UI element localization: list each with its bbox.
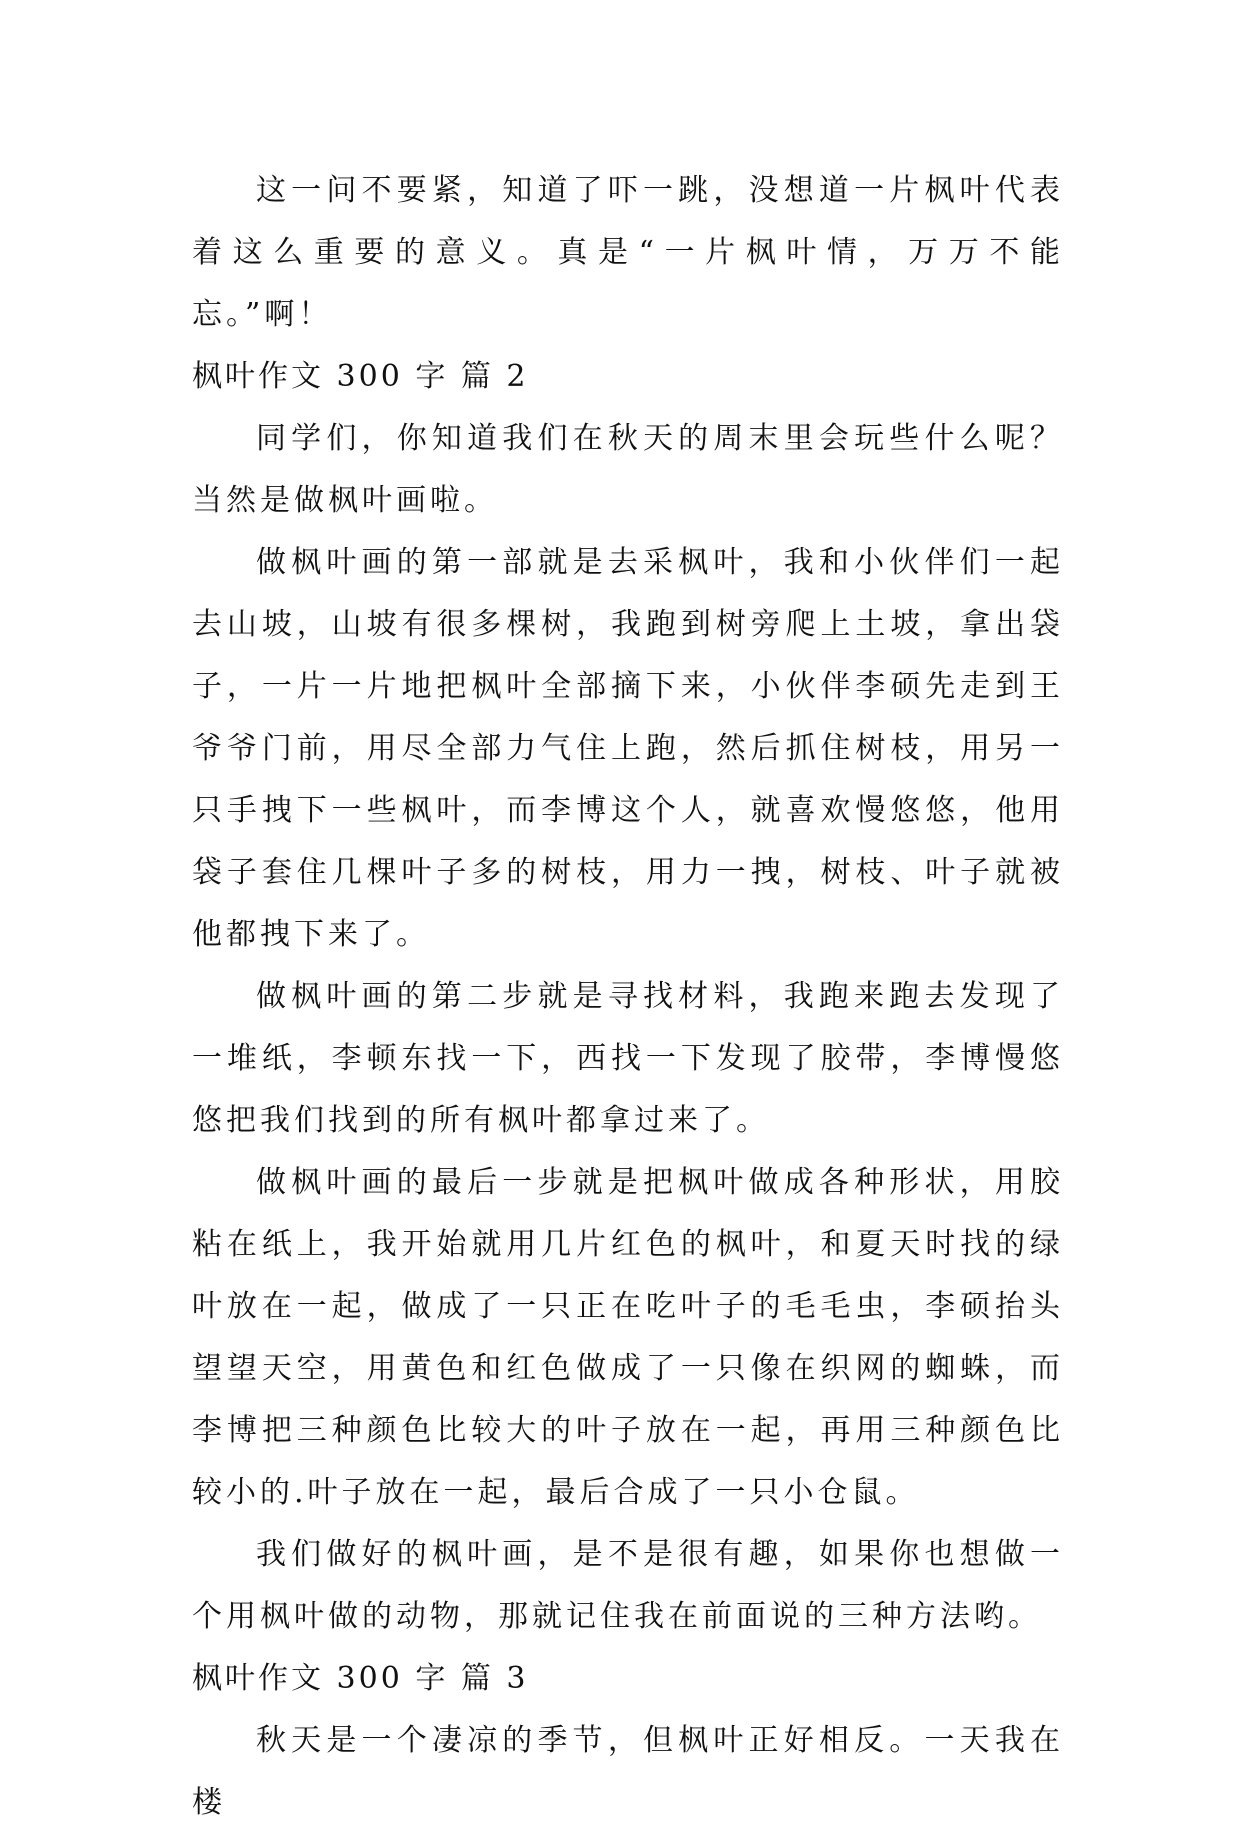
document-body <box>192 160 1064 1834</box>
section-heading: 枫叶作文 300 字 篇 2 <box>192 359 529 394</box>
paragraph: 同学们，你知道我们在秋天的周末里会玩些什么呢？当然是做枫叶画啦。 <box>192 421 1064 518</box>
paragraph: 秋天是一个凄凉的季节，但枫叶正好相反。一天我在楼 <box>192 1723 1064 1820</box>
paragraph: 我们做好的枫叶画，是不是很有趣，如果你也想做一个用枫叶做的动物，那就记住我在前面说的三种方法哟。 <box>192 1537 1064 1634</box>
paragraph: 做枫叶画的第一部就是去采枫叶，我和小伙伴们一起去山坡，山坡有很多棵树，我跑到树旁爬上土坡，拿出袋子，一片一片地把枫叶全部摘下来，小伙伴李硕先走到王爷爷门前，用尽全部力气住上跑，然后抓住树枝，用另一只手拽下一些枫叶，而李博这个人，就喜欢慢悠悠，他用袋子套住几棵叶子多的树枝，用力一拽，树枝、叶子就被他都拽下来了。 <box>192 545 1064 952</box>
section-heading: 枫叶作文 300 字 篇 3 <box>192 1661 529 1696</box>
paragraph: 做枫叶画的最后一步就是把枫叶做成各种形状，用胶粘在纸上，我开始就用几片红色的枫叶，和夏天时找的绿叶放在一起，做成了一只正在吃叶子的毛毛虫，李硕抬头望望天空，用黄色和红色做成了一只像在织网的蜘蛛，而李博把三种颜色比较大的叶子放在一起，再用三种颜色比较小的.叶子放在一起，最后合成了一只小仓鼠。 <box>192 1165 1064 1510</box>
paragraph: 这一问不要紧，知道了吓一跳，没想道一片枫叶代表着这么重要的意义。真是“一片枫叶情，万万不能忘。”啊！ <box>192 173 1064 332</box>
paragraph: 做枫叶画的第二步就是寻找材料，我跑来跑去发现了一堆纸，李顿东找一下，西找一下发现了胶带，李博慢悠悠把我们找到的所有枫叶都拿过来了。 <box>192 979 1064 1138</box>
